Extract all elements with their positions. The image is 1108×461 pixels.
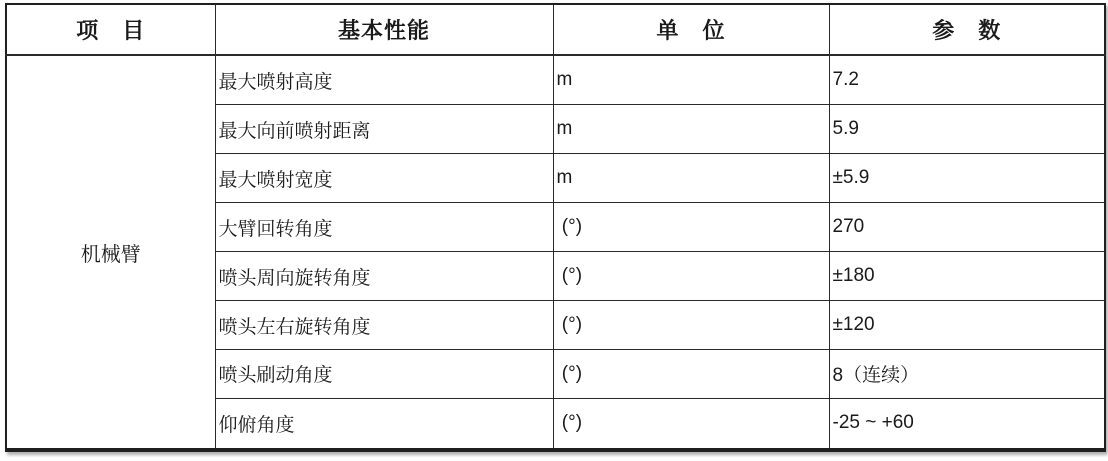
unit-cell: (°) (553, 398, 829, 450)
unit-cell: (°) (553, 301, 829, 350)
performance-cell: 最大向前喷射距离 (215, 105, 553, 154)
performance-cell: 大臂回转角度 (215, 203, 553, 252)
spec-table (5, 3, 1106, 452)
unit-cell: (°) (553, 203, 829, 252)
parameter-cell: 270 (829, 203, 1105, 252)
performance-cell: 喷头左右旋转角度 (215, 301, 553, 350)
performance-cell: 最大喷射宽度 (215, 154, 553, 203)
table-row (6, 55, 1105, 105)
unit-cell: m (553, 105, 829, 154)
parameter-cell: 8（连续） (829, 349, 1105, 398)
unit-cell: m (553, 55, 829, 105)
header-item: 项 目 (6, 4, 215, 55)
performance-cell: 最大喷射高度 (215, 55, 553, 105)
unit-cell: m (553, 154, 829, 203)
header-unit: 单 位 (553, 4, 829, 55)
item-group-cell: 机械臂 (6, 55, 215, 450)
parameter-cell: 5.9 (829, 105, 1105, 154)
performance-cell: 仰俯角度 (215, 398, 553, 450)
parameter-cell: 7.2 (829, 55, 1105, 105)
parameter-cell: -25 ~ +60 (829, 398, 1105, 450)
header-parameter: 参 数 (829, 4, 1105, 55)
header-row (6, 4, 1105, 55)
unit-cell: (°) (553, 349, 829, 398)
parameter-cell: ±120 (829, 301, 1105, 350)
performance-cell: 喷头周向旋转角度 (215, 252, 553, 301)
performance-cell: 喷头刷动角度 (215, 349, 553, 398)
header-performance: 基本性能 (215, 4, 553, 55)
parameter-cell: ±5.9 (829, 154, 1105, 203)
parameter-cell: ±180 (829, 252, 1105, 301)
unit-cell: (°) (553, 252, 829, 301)
